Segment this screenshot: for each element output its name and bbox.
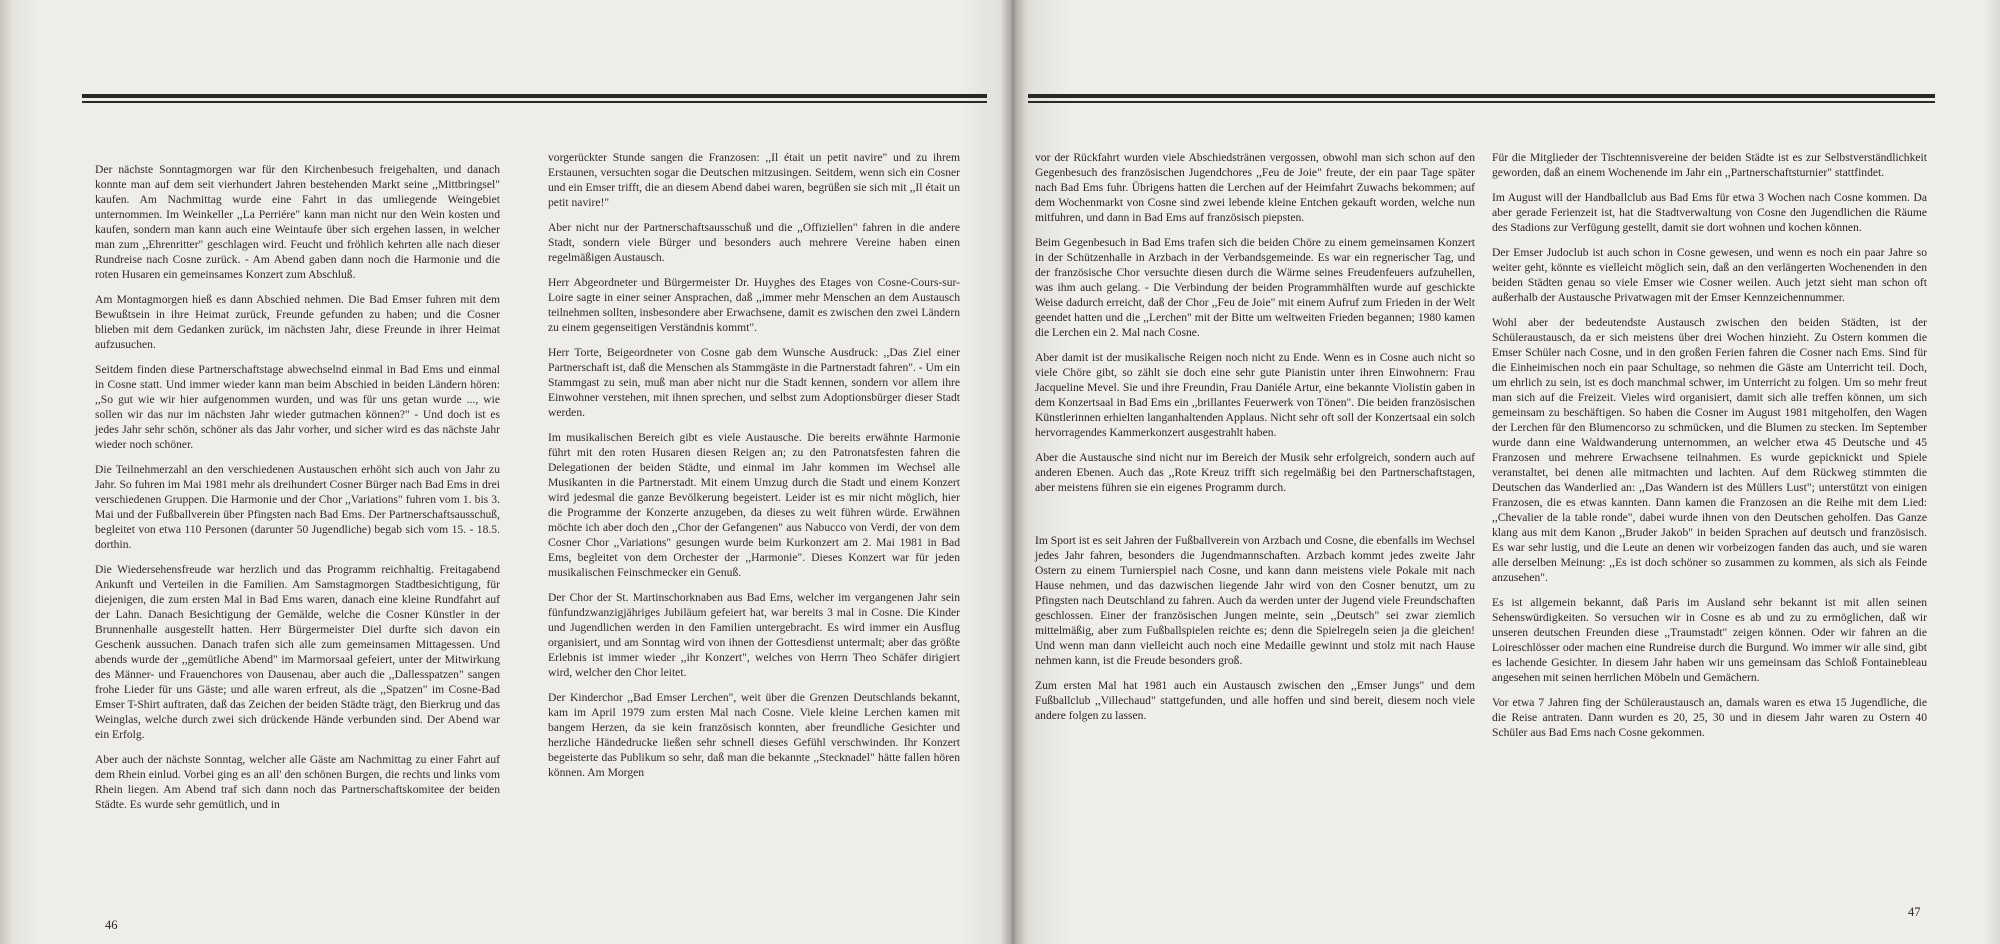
paragraph: Herr Torte, Beigeordneter von Cosne gab dem Wunsche Ausdruck: ,,Das Ziel einer Partnerschaft ist, daß die Menschen als Stammgäste in die Partnerstadt fahren". - Um ein Stammgast zu sein, muß man aber nicht nur die Stadt kennen, sondern vor allem ihre Einwohner verstehen, mit ihnen sprechen, und selbst zum Adoptionsbürger dieser Stadt werden.: [548, 346, 961, 419]
right-column-1: [1035, 150, 1475, 733]
header-rule-left: [82, 94, 987, 104]
page-number-right: 47: [1908, 905, 1921, 919]
paragraph: Herr Abgeordneter und Bürgermeister Dr. Huyghes des Etages von Cosne-Cours-sur-Loire sagte in einer seiner Ansprachen, daß ,,immer mehr Menschen an dem Austausch teilnehmen sollten, insbesondere aber Erwachsene, damit es zwischen den zwei Ländern zu einem gegenseitigen Verständnis kommt".: [548, 276, 960, 334]
paragraph: Im Sport ist es seit Jahren der Fußballverein von Arzbach und Cosne, die ebenfalls im Wechsel jedes Jahr fahren, besonders die Jugendmannschaften. Arzbach kommt jedes zweite Jahr Ostern zu einem Turnierspiel nach Cosne, und kann dann meistens viele Pokale mit nach Hause nehmen, und das dazwischen liegende Jahr wird von den Cosner benutzt, um zu Pfingsten nach Deutschland zu fahren. Auch da werden unter der Jugend viele Freundschaften geschlossen. Einer der französischen Jungen meinte, sein ,,Deutsch" sei zwar ziemlich mittelmäßig, aber zum Fußballspielen reichte es; denn die Spielregeln seien ja die gleichen! Und wenn man dann vielleicht auch noch eine Medaille gewinnt und stolz mit nach Hause nehmen kann, ist die Freude besonders groß.: [1035, 534, 1475, 667]
paragraph: Aber damit ist der musikalische Reigen noch nicht zu Ende. Wenn es in Cosne auch nicht so viele Chöre gibt, so zählt sie doch eine sehr gute Pianistin unter ihren Einwohnern: Frau Jacqueline Mevel. Sie und ihre Freundin, Frau Daniéle Artur, eine bekannte Violistin gaben in dem Konzertsaal in Bad Ems ein ,,brillantes Feuerwerk von Tönen". Die beiden französischen Künstlerinnen erhielten langanhaltenden Applaus. Nicht sehr oft soll der Konzertsaal ein solch hervorragendes Kammerkonzert ausgestrahlt haben.: [1035, 351, 1475, 439]
page-number-left: 46: [105, 918, 118, 932]
paragraph: vorgerückter Stunde sangen die Franzosen: ,,Il était un petit navire" und zu ihrem Erstaunen, versuchten sogar die Deutschen mitzusingen. Seitdem, wenn sich ein Cosner und ein Emser trifft, die an diesem Abend dabei waren, begrüßen sie sich mit ,,Il était un petit navire!": [548, 151, 960, 209]
paragraph: Die Teilnehmerzahl an den verschiedenen Austauschen erhöht sich auch von Jahr zu Jahr. So fuhren im Mai 1981 mehr als dreihundert Cosner Bürger nach Bad Ems in drei verschiedenen Gruppen. Die Harmonie und der Chor ,,Variations" fuhren vom 1. bis 3. Mai und der Fußballverein über Pfingsten nach Bad Ems. Der Partnerschaftsausschuß, begleitet von etwa 110 Personen (darunter 50 Jugendliche) begab sich vom 15. - 18.5. dorthin.: [95, 463, 500, 551]
paragraph: Im musikalischen Bereich gibt es viele Austausche. Die bereits erwähnte Harmonie führt mit den roten Husaren diesen Reigen an; zu den Patronatsfesten fahren die Delegationen der beiden Städte, und einmal im Jahr kommen im Wechsel alle Musikanten in die Partnerstadt. Mit einem Umzug durch die Stadt und einem Konzert wird jedesmal die ganze Bevölkerung begeistert. Leider ist es mir nicht möglich, hier die Programme der Konzerte anzugeben, da dieses zu weit führen würde. Erwähnen möchte ich aber doch den ,,Chor der Gefangenen" aus Nabucco von Verdi, der von dem Cosner Chor ,,Variations" gesungen wurde beim Kurkonzert am 2. Mai 1981 in Bad Ems, begleitet von dem Orchester der ,,Harmonie". Dieses Konzert war für jeden musikalischen Feinschmecker ein Genuß.: [548, 431, 960, 579]
paragraph: Für die Mitglieder der Tischtennisvereine der beiden Städte ist es zur Selbstverständlichkeit geworden, daß an einem Wochenende im Jahr ein ,,Partnerschaftsturnier" stattfindet.: [1492, 151, 1927, 179]
paragraph: Aber nicht nur der Partnerschaftsausschuß und die ,,Offiziellen" fahren in die andere Stadt, sondern viele Bürger und besonders auch mehrere Vereine haben einen regelmäßigen Austausch.: [548, 221, 960, 264]
header-rule-right: [1028, 94, 1935, 104]
book-gutter-shadow: [1000, 0, 1026, 944]
paragraph: Am Montagmorgen hieß es dann Abschied nehmen. Die Bad Emser fuhren mit dem Bewußtsein in ihre Heimat zurück, Freunde gefunden zu haben; und die Cosner blieben mit dem Gedanken zurück, im nächsten Jahr, diese Freunde in ihrer Heimat aufzusuchen.: [95, 293, 500, 351]
paragraph: Wohl aber der bedeutendste Austausch zwischen den beiden Städten, ist der Schüleraustausch, da er sich meistens über drei Wochen hinzieht. Zu Ostern kommen die Emser Schüler nach Cosne, und in den großen Ferien fahren die Cosner nach Ems. Sind für die Einheimischen noch ein paar Schultage, so nehmen die Gäste am Unterricht teil. Doch, um ehrlich zu sein, ist es doch manchmal schwer, im Unterricht zu folgen. Um so mehr freut man sich auf die Freizeit. Vieles wird organisiert, damit sich alle treffen können, um sich gemeinsam zu beschäftigen. So haben die Cosner im August 1981 mitgeholfen, den Wagen der Lerchen für den Blumencorso zu schmücken, und die Blumen zu stecken. Im September wurde dann eine Waldwanderung unternommen, an welcher etwa 45 Deutsche und 45 Franzosen und mehrere Erwachsene teilnahmen. Es wurde gepicknickt und Spiele veranstaltet, bei denen alle mitmachten und lachten. Auf dem Rückweg stimmten die Deutschen das Wanderlied an: ,,Das Wandern ist des Müllers Lust"; unterstützt von einigen Franzosen, die es etwas kannten. Dann kamen die Franzosen an die Reihe mit dem Lied: ,,Chevalier de la table ronde", dabei wurde ihnen von den Deutschen geholfen. Das Ganze klang aus mit dem Kanon ,,Bruder Jakob" in beiden Sprachen auf deutsch und französisch. Es war sehr lustig, und die Leute an denen wir vorbeizogen fanden das auch, und sie waren alle derselben Meinung: ,,Es ist doch schöner so zusammen zu kommen, als sich als Feinde anzusehen".: [1492, 316, 1927, 584]
paragraph: Der Kinderchor ,,Bad Emser Lerchen", weit über die Grenzen Deutschlands bekannt, kam im April 1979 zum ersten Mal nach Cosne. Viele kleine Lerchen kamen mit bangem Herzen, da sie kein französisch konnten, aber freundliche Gesichter und herzliche Händedrucke ließen sehr schnell dieses Gefühl verschwinden. Ihr Konzert begeisterte das Publikum so sehr, daß man die bekannte ,,Stecknadel" hätte fallen hören können. Am Morgen: [548, 691, 960, 779]
left-column-2: [548, 150, 960, 790]
paragraph: Zum ersten Mal hat 1981 auch ein Austausch zwischen den ,,Emser Jungs" und dem Fußballclub ,,Villechaud" stattgefunden, und alle hoffen und sind bereit, diesem noch viele andere folgen zu lassen.: [1035, 679, 1475, 722]
paragraph: Die Wiedersehensfreude war herzlich und das Programm reichhaltig. Freitagabend Ankunft und Verteilen in die Familien. Am Samstagmorgen Stadtbesichtigung, für diejenigen, die zum ersten Mal in Bad Ems waren, danach eine kleine Rundfahrt auf der Lahn. Danach Besichtigung der Gemälde, welche die Cosner Künstler in der Brunnenhalle ausgestellt hatten. Herr Bürgermeister Diel durfte sich davon ein Geschenk aussuchen. Danach trafen sich alle zum gemeinsamen Mittagessen. Und abends wurde der ,,gemütliche Abend" im Marmorsaal gefeiert, unter der Mitwirkung des Männer- und Frauenchores von Dausenau, aber auch die ,,Dallesspatzen" sangen frohe Lieder für uns Gäste; und alle waren erfreut, als die ,,Spatzen" im Cosne-Bad Emser T-Shirt auftraten, daß das Zeichen der beiden Städte trägt, den Bierkrug und das Weinglas, welche durch zwei sich drückende Hände verbunden sind. Der Abend war ein Erfolg.: [95, 563, 500, 741]
paragraph: vor der Rückfahrt wurden viele Abschiedstränen vergossen, obwohl man sich schon auf den Gegenbesuch des französischen Jugendchores ,,Feu de Joie" freute, der ein paar Tage später nach Bad Ems fuhr. Übrigens hatten die Lerchen auf der Heimfahrt Zuwachs bekommen; auf dem Wochenmarkt von Cosne sind zwei lebende kleine Entchen gekauft worden, welche nun mitfuhren, und dann in Bad Ems auf französisch piepsten.: [1035, 151, 1475, 224]
paragraph: Der Chor der St. Martinschorknaben aus Bad Ems, welcher im vergangenen Jahr sein fünfundzwanzigjähriges Jubiläum gefeiert hat, war bereits 3 mal in Cosne. Die Kinder und Jugendlichen werden in den Familien untergebracht. Es wird immer ein Ausflug organisiert, und am Sonntag wird von ihnen der Gottesdienst untermalt; aber das größte Erlebnis ist immer wieder ,,ihr Konzert", welches von Herrn Theo Schäfer dirigiert wird, welcher den Chor leitet.: [548, 591, 960, 679]
paragraph: Im August will der Handballclub aus Bad Ems für etwa 3 Wochen nach Cosne kommen. Da aber gerade Ferienzeit ist, hat die Stadtverwaltung von Cosne den Jugendlichen die Räume des Stadions zur Verfügung gestellt, damit sie dort wohnen und kochen können.: [1492, 191, 1927, 234]
paragraph: Der Emser Judoclub ist auch schon in Cosne gewesen, und wenn es noch ein paar Jahre so weiter geht, könnte es vielleicht möglich sein, daß an den verlängerten Wochenenden in den beiden Städten genau so viele Emser wie Cosner weilen. Auch jetzt sieht man schon oft außerhalb der Austausche Privatwagen mit der Emser Kennzeichennummer.: [1492, 246, 1927, 304]
right-page: [1012, 0, 2000, 944]
paragraph: Aber die Austausche sind nicht nur im Bereich der Musik sehr erfolgreich, sondern auch auf anderen Ebenen. Auch das ,,Rote Kreuz trifft sich regelmäßig bei den Partnerschaftstagen, aber meistens führen sie ein eigenes Programm durch.: [1035, 451, 1475, 494]
left-column-1: [95, 162, 500, 822]
paragraph: Aber auch der nächste Sonntag, welcher alle Gäste am Nachmittag zu einer Fahrt auf dem Rhein einlud. Vorbei ging es an all' den schönen Burgen, die rechts und links vom Rhein liegen. Am Abend traf sich dann noch das Partnerschaftskomitee der beiden Städte. Es wurde sehr gemütlich, und in: [95, 753, 500, 811]
paragraph: Es ist allgemein bekannt, daß Paris im Ausland sehr bekannt ist mit allen seinen Sehenswürdigkeiten. So versuchen wir in Cosne es ab und zu zu ermöglichen, daß wir unseren deutschen Freunden diese ,,Traumstadt" zeigen können. Oder wir fahren an die Loireschlösser oder machen eine Rundreise durch die Burgund. Wo immer wir alle sind, gibt es lachende Gesichter. In diesem Jahr haben wir uns gemeinsam das Schloß Fontainebleau angesehen mit seinen herrlichen Möbeln und Gemächern.: [1492, 596, 1927, 684]
paragraph: Der nächste Sonntagmorgen war für den Kirchenbesuch freigehalten, und danach konnte man auf dem seit vierhundert Jahren bestehenden Markt seine ,,Mittbringsel" kaufen. Am Nachmittag wurde eine Fahrt in das umliegende Weingebiet unternommen. Im Weinkeller ,,La Perriére" kann man nicht nur den Wein kosten und kaufen, sondern man kann auch eine Weintaufe über sich ergehen lassen, in welcher man zum ,,Ehrenritter" geschlagen wird. Feucht und fröhlich kehrten alle nach dieser Rundreise nach Cosne zurück. - Am Abend gaben dann noch die Harmonie und die roten Husaren ein gemeinsames Konzert zum Abschluß.: [95, 163, 500, 281]
right-column-2: [1492, 150, 1927, 750]
paragraph: Seitdem finden diese Partnerschaftstage abwechselnd einmal in Bad Ems und einmal in Cosne statt. Und immer wieder kann man beim Abschied in beiden Ländern hören: ,,So gut wie wir hier aufgenommen wurden, und was für uns getan wurde ..., wie sollen wir das nur im nächsten Jahr wieder gutmachen können?" - Und doch ist es jedes Jahr sehr schön, schöner als das Jahr vorher, und sicher wird es das nächste Jahr wieder noch schöner.: [95, 363, 500, 451]
paragraph: Vor etwa 7 Jahren fing der Schüleraustausch an, damals waren es etwa 15 Jugendliche, die die Reise antraten. Dann wurden es 20, 25, 30 und in diesem Jahr waren zu Ostern 40 Schüler aus Bad Ems nach Cosne gekommen.: [1492, 696, 1927, 739]
paragraph: Beim Gegenbesuch in Bad Ems trafen sich die beiden Chöre zu einem gemeinsamen Konzert in der Schützenhalle in Arzbach in der Verbandsgemeinde. Es war ein regnerischer Tag, und der französische Chor versuchte diesen durch die Wärme seines Freudenfeuers aufzuhellen, was ihm auch gelang. - Die Verbindung der beiden Programmhälften wurde auf geschickte Weise dadurch erreicht, daß der Chor ,,Feu de Joie" mit einem Aufruf zum Frieden in der Welt geendet hatten und die ,,Lerchen" mit der Bitte um weltweiten Frieden begannen; 1980 kamen die Lerchen ein 2. Mal nach Cosne.: [1035, 236, 1475, 339]
